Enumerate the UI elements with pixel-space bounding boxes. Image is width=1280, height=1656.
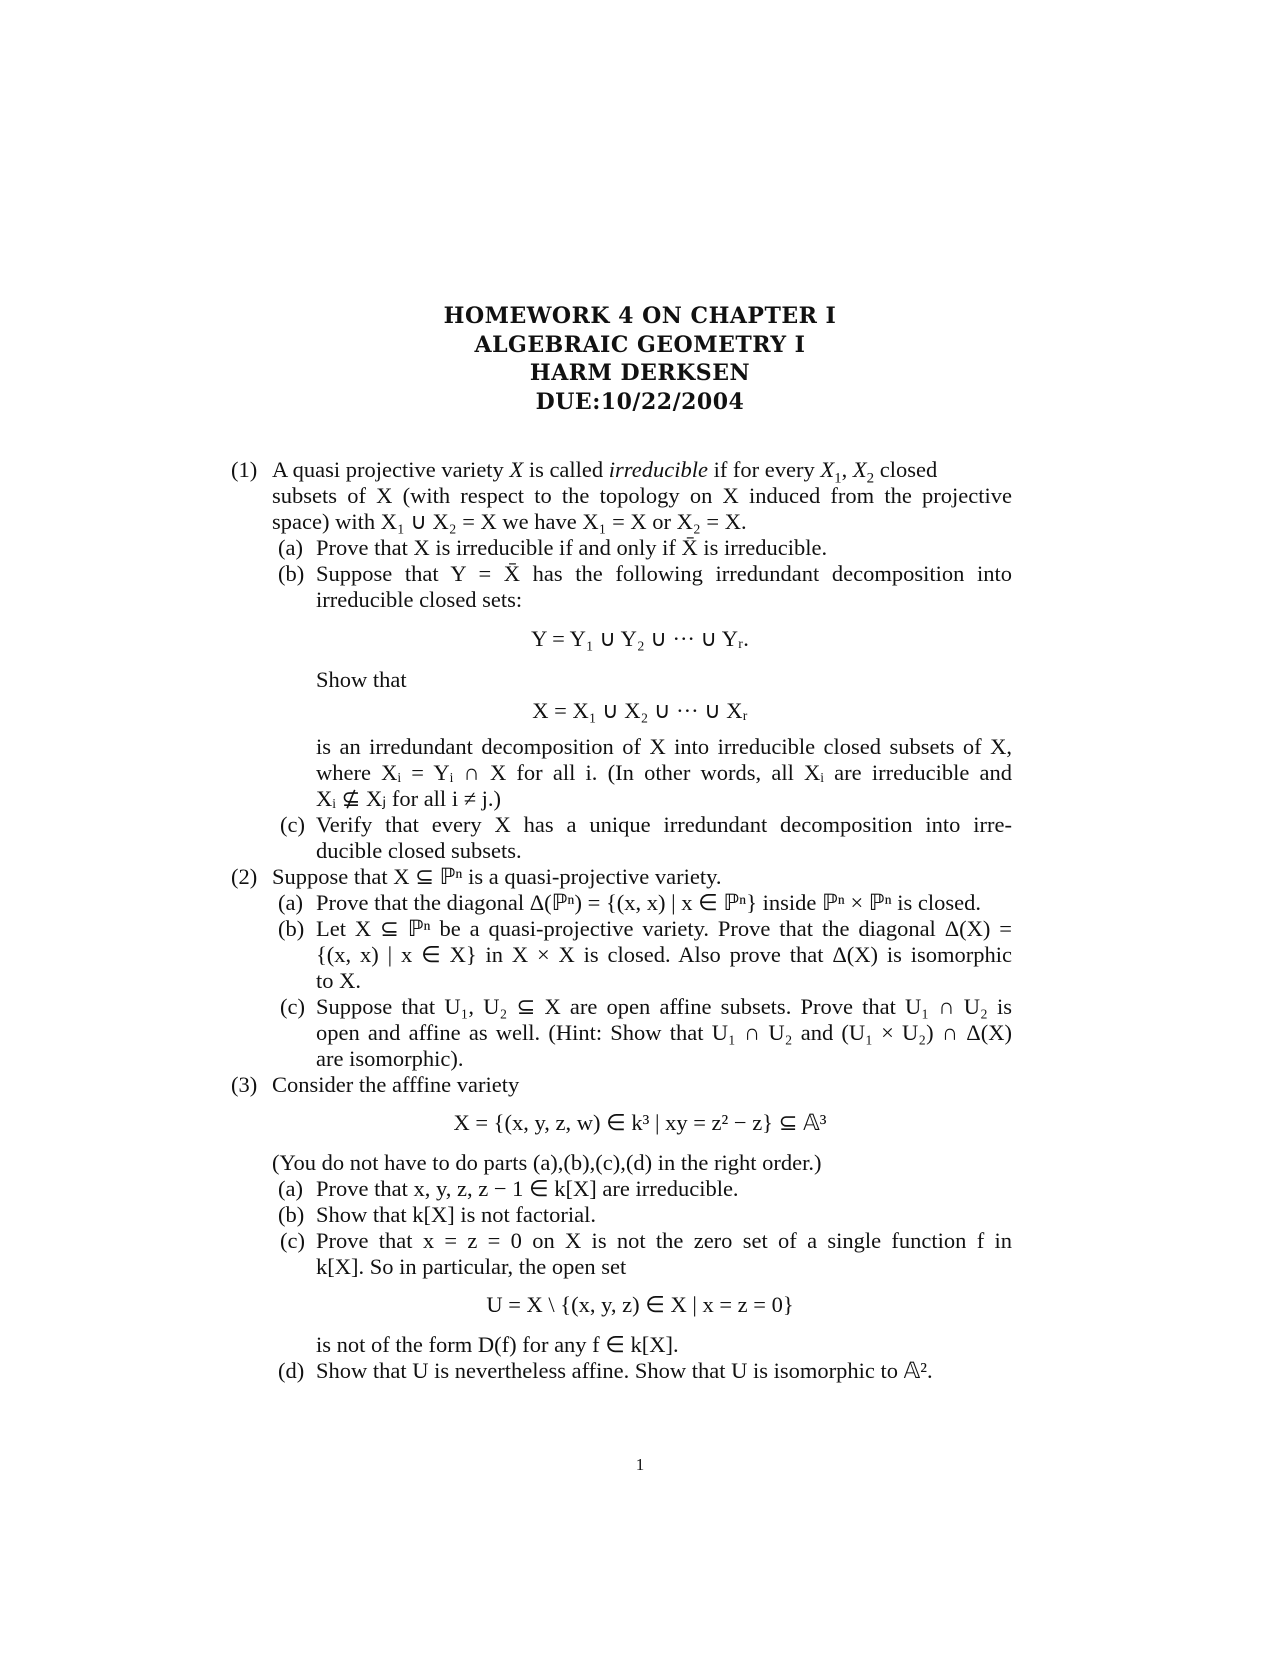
due-date: DUE:10/22/2004	[535, 388, 745, 415]
problem-2c-line-2: open and affine as well. (Hint: Show that U₁ ∩ U₂ and (U₁ × U₂) ∩ Δ(X)	[316, 1020, 1012, 1045]
problem-3d-text: Show that U is nevertheless affine. Show that U is isomorphic to 𝔸².	[316, 1358, 933, 1383]
problem-2c-line-1: Suppose that U₁, U₂ ⊆ X are open affine subsets. Prove that U₁ ∩ U₂ is	[316, 994, 1012, 1019]
problem-2a-label: (a)	[278, 890, 303, 915]
problem-1b-line-4: where Xᵢ = Yᵢ ∩ X for all i. (In other words, all Xᵢ are irreducible and	[316, 760, 1012, 785]
problem-2-label: (2)	[231, 864, 258, 889]
problem-3-intro: Consider the afffine variety	[272, 1072, 520, 1097]
problem-1c-line-1: Verify that every X has a unique irredundant decomposition into irre-	[316, 812, 1012, 837]
problem-1a-label: (a)	[278, 535, 303, 560]
problem-1-intro-line-3: space) with X₁ ∪ X₂ = X we have X₁ = X or X₂ = X.	[272, 509, 747, 534]
problem-2b-line-2: {(x, x) | x ∈ X} in X × X is closed. Also prove that Δ(X) is isomorphic	[316, 942, 1012, 967]
problem-3-label: (3)	[231, 1072, 258, 1097]
problem-3d-label: (d)	[278, 1358, 305, 1383]
problem-1b-line-1: Suppose that Y = X̄ has the following irredundant decomposition into	[316, 561, 1012, 586]
problem-3c-label: (c)	[280, 1228, 305, 1253]
problem-3c-line-1: Prove that x = z = 0 on X is not the zero set of a single function f in	[316, 1228, 1012, 1253]
problem-1-intro-line-2: subsets of X (with respect to the topology on X induced from the projective	[272, 483, 1012, 508]
problem-3b-text: Show that k[X] is not factorial.	[316, 1202, 596, 1227]
problem-2c-line-3: are isomorphic).	[316, 1046, 464, 1071]
problem-3-note: (You do not have to do parts (a),(b),(c),(d) in the right order.)	[272, 1150, 822, 1175]
problem-1b-line-2: irreducible closed sets:	[316, 587, 523, 612]
problem-1b-label: (b)	[278, 561, 305, 586]
problem-1c-label: (c)	[280, 812, 305, 837]
equation-y-decomposition: Y = Y₁ ∪ Y₂ ∪ ··· ∪ Yᵣ.	[531, 626, 749, 651]
problem-3a-text: Prove that x, y, z, z − 1 ∈ k[X] are irreducible.	[316, 1176, 739, 1201]
problem-1b-line-5: Xᵢ ⊈ Xⱼ for all i ≠ j.)	[316, 786, 502, 811]
problem-3b-label: (b)	[278, 1202, 305, 1227]
problem-1-label: (1)	[231, 457, 258, 482]
problem-3c-line-3: is not of the form D(f) for any f ∈ k[X].	[316, 1332, 679, 1357]
problem-1a-text: Prove that X is irreducible if and only if X̄ is irreducible.	[316, 535, 828, 560]
problem-3a-label: (a)	[278, 1176, 303, 1201]
problem-2-intro: Suppose that X ⊆ ℙⁿ is a quasi-projective variety.	[272, 864, 722, 889]
problem-1-intro-line-1: A quasi projective variety X is called irreducible if for every $X_1$, $X_2$ closed	[272, 457, 938, 487]
author-name: HARM DERKSEN	[529, 360, 751, 386]
equation-affine-variety: X = {(x, y, z, w) ∈ k³ | xy = z² − z} ⊆ 𝔸³	[453, 1110, 827, 1135]
problem-2a-text: Prove that the diagonal Δ(ℙⁿ) = {(x, x) | x ∈ ℙⁿ} inside ℙⁿ × ℙⁿ is closed.	[316, 890, 982, 915]
problem-2b-line-1: Let X ⊆ ℙⁿ be a quasi-projective variety. Prove that the diagonal Δ(X) =	[316, 916, 1012, 941]
equation-open-set: U = X \ {(x, y, z) ∈ X | x = z = 0}	[486, 1292, 794, 1317]
problem-3c-line-2: k[X]. So in particular, the open set	[316, 1254, 627, 1279]
homework-title: HOMEWORK 4 ON CHAPTER I	[443, 303, 837, 329]
show-that-text: Show that	[316, 667, 407, 692]
page-number: 1	[635, 1455, 645, 1474]
problem-1c-line-2: ducible closed subsets.	[316, 838, 522, 863]
document-header	[0, 302, 1280, 416]
problem-1b-line-3: is an irredundant decomposition of X into irreducible closed subsets of X,	[316, 734, 1012, 759]
equation-x-decomposition: X = X₁ ∪ X₂ ∪ ··· ∪ Xᵣ	[532, 698, 748, 723]
problem-2b-line-3: to X.	[316, 968, 361, 993]
problem-2b-label: (b)	[278, 916, 305, 941]
course-title: ALGEBRAIC GEOMETRY I	[474, 331, 806, 358]
irreducible-term: irreducible	[608, 457, 708, 482]
problem-2c-label: (c)	[280, 994, 305, 1019]
